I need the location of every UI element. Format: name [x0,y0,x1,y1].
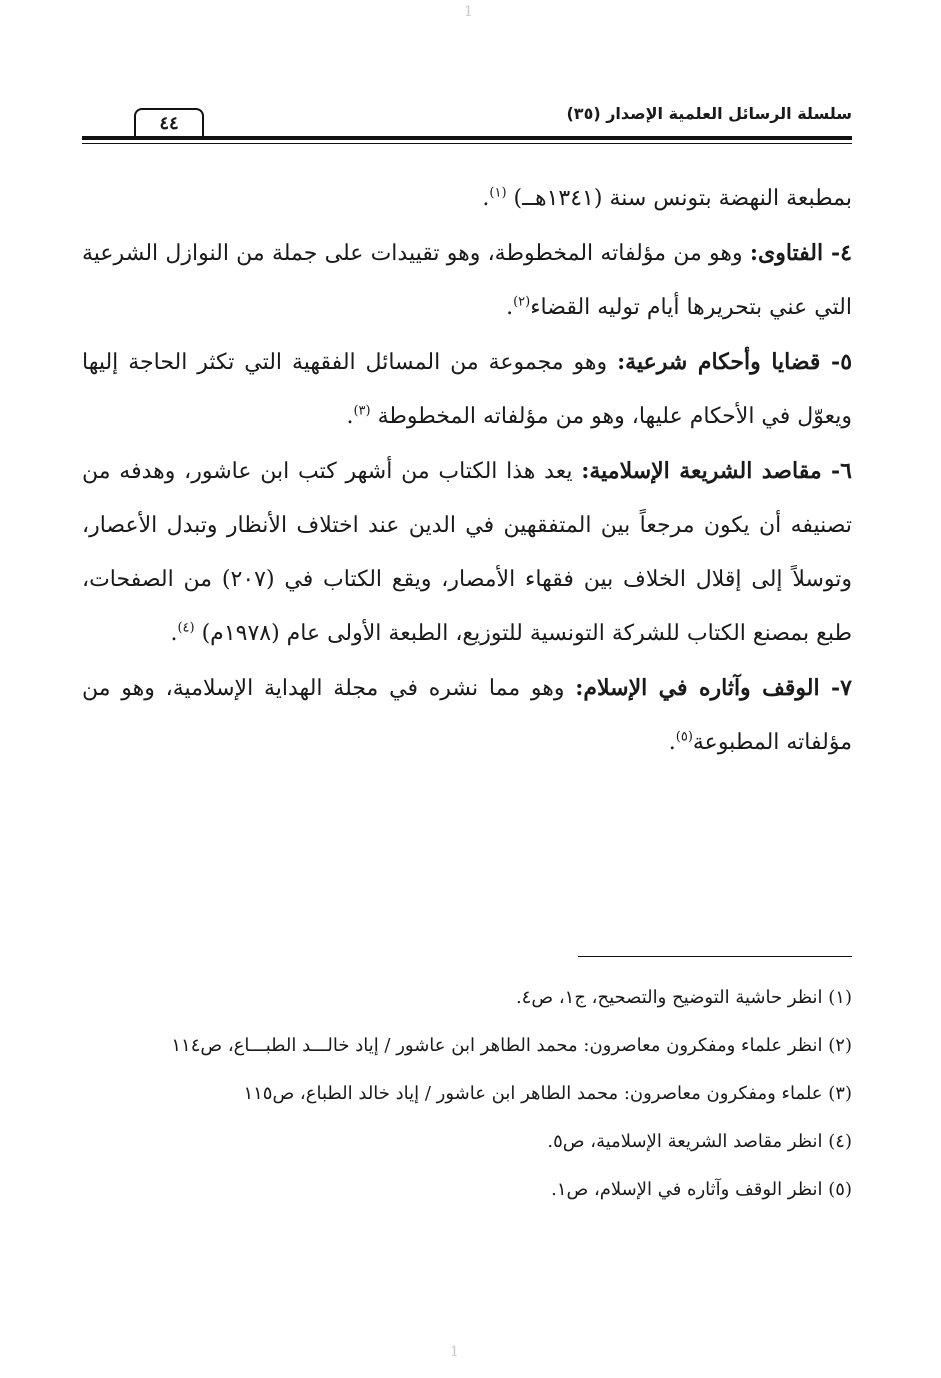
header-rule-thick [82,136,852,140]
paragraph-end: . [668,730,676,755]
footnote-1: (١) انظر حاشية التوضيح والتصحيح، ج١، ص٤. [515,987,852,1008]
page-number: ٤٤ [134,108,204,136]
footnote-ref: (٤) [177,620,195,636]
paragraph-text: وهو مجموعة من المسائل الفقهية التي تكثر الحاجة إليها ويعوّل في الأحكام عليها، وهو من مؤلفاته المخطوطة [82,350,852,429]
paragraph-title: ٤- الفتاوى: [749,240,852,266]
footnote-ref: (١) [489,185,507,201]
footnotes [82,974,852,1214]
footnote-separator [578,956,852,957]
paragraph-title: ٥- قضايا وأحكام شرعية: [617,349,853,375]
paragraph-text: يعد هذا الكتاب من أشهر كتب ابن عاشور، وهدفه من تصنيفه أن يكون مرجعاً بين المتفقهين في الدين عند اختلاف الأنظار وتبدل الأعصار، وتوسلاً إلى إقلال الخلاف بين فقهاء الأمصار، ويقع الكتاب في (٢٠٧) من الصفحات، طبع بمصنع الكتاب للشركة التونسية للتوزيع، الطبعة الأولى عام (١٩٧٨م) [82,459,852,646]
footnote-2: (٢) انظر علماء ومفكرون معاصرون: محمد الطاهر ابن عاشور / إياد خالـــد الطبـــاع، ص١١٤ [171,1035,852,1056]
scan-mark-top: 1 [464,4,473,20]
paragraph-end: . [346,404,354,429]
paragraph-end: . [482,186,490,211]
paragraph-2 [82,226,852,335]
paragraph-1 [82,172,852,226]
footnote-4: (٤) انظر مقاصد الشريعة الإسلامية، ص٥. [547,1131,852,1152]
footnote-ref: (٣) [353,403,371,419]
paragraph-text: وهو مما نشره في مجلة الهداية الإسلامية، وهو من مؤلفاته المطبوعة [82,676,852,755]
page-header [82,96,852,158]
paragraph-title: ٦- مقاصد الشريعة الإسلامية: [581,458,852,484]
paragraph-3 [82,335,852,444]
footnote-3: (٣) علماء ومفكرون معاصرون: محمد الطاهر ابن عاشور / إياد خالد الطباع، ص١١٥ [243,1083,852,1104]
header-rule-thin [82,143,852,144]
footnote-ref: (٥) [675,729,693,745]
series-title: سلسلة الرسائل العلمية الإصدار (٣٥) [566,104,852,123]
main-text [82,172,852,770]
paragraph-end: . [506,295,514,320]
paragraph-title: ٧- الوقف وآثاره في الإسلام: [575,675,852,701]
footnote-ref: (٢) [513,294,531,310]
paragraph-4 [82,444,852,661]
paragraph-end: . [170,621,178,646]
paragraph-text: وهو من مؤلفاته المخطوطة، وهو تقييدات على جملة من النوازل الشرعية التي عني بتحريرها أيام توليه القضاء [82,241,852,320]
paragraph-text: بمطبعة النهضة بتونس سنة (١٣٤١هــ) [506,186,852,211]
scan-mark-bottom: 1 [450,1344,459,1360]
footnote-5: (٥) انظر الوقف وآثاره في الإسلام، ص١. [551,1179,852,1200]
paragraph-5 [82,661,852,770]
